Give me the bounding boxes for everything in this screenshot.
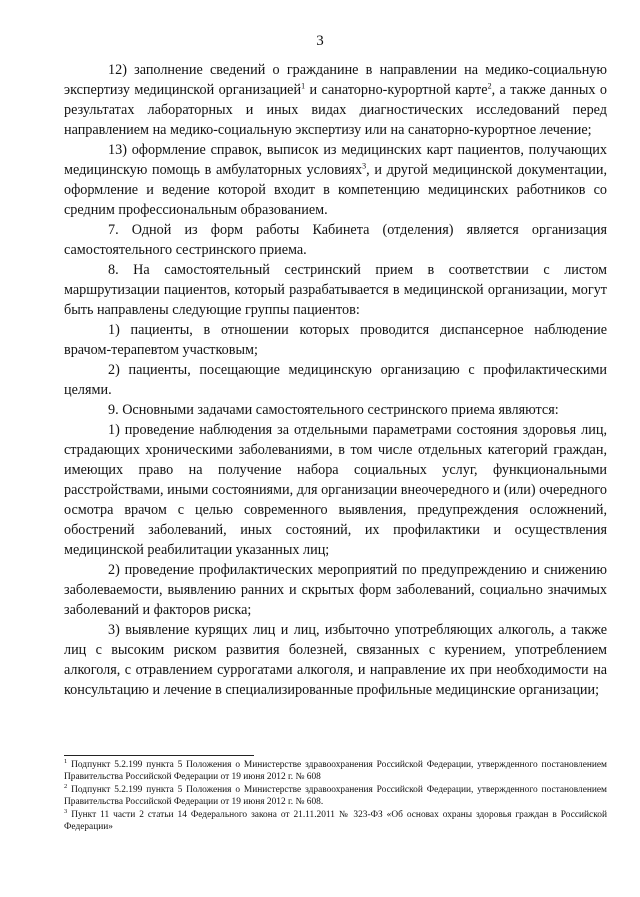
paragraph-text: , а также данных о результатах лабораторных и иных видах диагностических исследований перед направлением на медико-социальную экспертизу или на санаторно-курортное лечение;: [64, 82, 607, 138]
footnote-mark: 2: [64, 783, 68, 791]
paragraph-text: , и другой медицинской документации, оформление и ведение которой входит в компетенцию медицинских работников со средним профессиональным образованием.: [64, 162, 607, 218]
footnote-item: [64, 785, 607, 808]
paragraph-list-item: 2) проведение профилактических мероприятий по предупреждению и снижению заболеваемости, выявлению ранних и скрытых форм заболеваний, социально значимых заболеваний и факторов риска;: [64, 562, 607, 618]
paragraph-section-7: 7. Одной из форм работы Кабинета (отделения) является организация самостоятельного сестринского приема.: [64, 222, 607, 258]
paragraph-text: 13) оформление справок, выписок из медицинских карт пациентов, получающих медицинскую помощь в амбулаторных условиях: [64, 142, 607, 178]
paragraph-section-9: 9. Основными задачами самостоятельного сестринского приема являются:: [108, 402, 559, 418]
paragraph-text: 12) заполнение сведений о гражданине в направлении на медико-социальную экспертизу медицинской организацией: [64, 62, 607, 98]
paragraph-list-item: 1) пациенты, в отношении которых проводится диспансерное наблюдение врачом-терапевтом участковым;: [64, 322, 607, 358]
footnote-divider: [64, 755, 254, 756]
footnote-text: Подпункт 5.2.199 пункта 5 Положения о Министерстве здравоохранения Российской Федерации, утвержденного постановлением Правительства Российской Федерации от 19 июня 2012 г. № 608: [64, 760, 607, 782]
paragraph-list-item: 1) проведение наблюдения за отдельными параметрами состояния здоровья лиц, страдающих хроническими заболеваниями, в том числе отдельных категорий граждан, имеющих право на получение набора социальных услуг, функциональными расстройствами, иными состояниями, для организации внеочередного и (или) очередного осмотра врачом с целью современного выявления, предупреждения осложнений, обострений заболеваний, иных состояний, их профилактики и осуществления медицинской реабилитации указанных лиц;: [64, 422, 607, 558]
paragraph-text: и санаторно-курортной карте: [305, 82, 488, 98]
footnote-text: Пункт 11 части 2 статьи 14 Федерального закона от 21.11.2011 № 323-ФЗ «Об основах охраны здоровья граждан в Российской Федерации»: [64, 810, 607, 832]
paragraph-section-8: 8. На самостоятельный сестринский прием в соответствии с листом маршрутизации пациентов, который разрабатывается в медицинской организации, могут быть направлены следующие группы пациентов:: [64, 262, 607, 318]
footnote-ref-3: 3: [362, 161, 367, 171]
footnote-mark: 1: [64, 757, 68, 765]
footnote-ref-1: 1: [301, 81, 306, 91]
body-text: [64, 60, 607, 700]
footnote-mark: 3: [64, 808, 68, 816]
footnote-text: Подпункт 5.2.199 пункта 5 Положения о Министерстве здравоохранения Российской Федерации, утвержденного постановлением Правительства Российской Федерации от 19 июня 2012 г. № 608.: [64, 785, 607, 807]
paragraph-item-12: [64, 60, 607, 140]
page-number: 3: [316, 33, 324, 49]
footnote-ref-2: 2: [487, 81, 492, 91]
paragraph-item-13: [64, 140, 607, 220]
footnote-item: [64, 810, 607, 833]
footnote-item: [64, 757, 607, 783]
footnotes: [64, 757, 607, 836]
paragraph-list-item: 3) выявление курящих лиц и лиц, избыточно употребляющих алкоголь, а также лиц с высоким риском развития болезней, связанных с курением, употреблением алкоголя, с отравлением суррогатами алкоголя, и направление их при необходимости на консультацию и лечение в специализированные профильные медицинские организации;: [64, 622, 607, 698]
paragraph-list-item: 2) пациенты, посещающие медицинскую организацию с профилактическими целями.: [64, 362, 607, 398]
